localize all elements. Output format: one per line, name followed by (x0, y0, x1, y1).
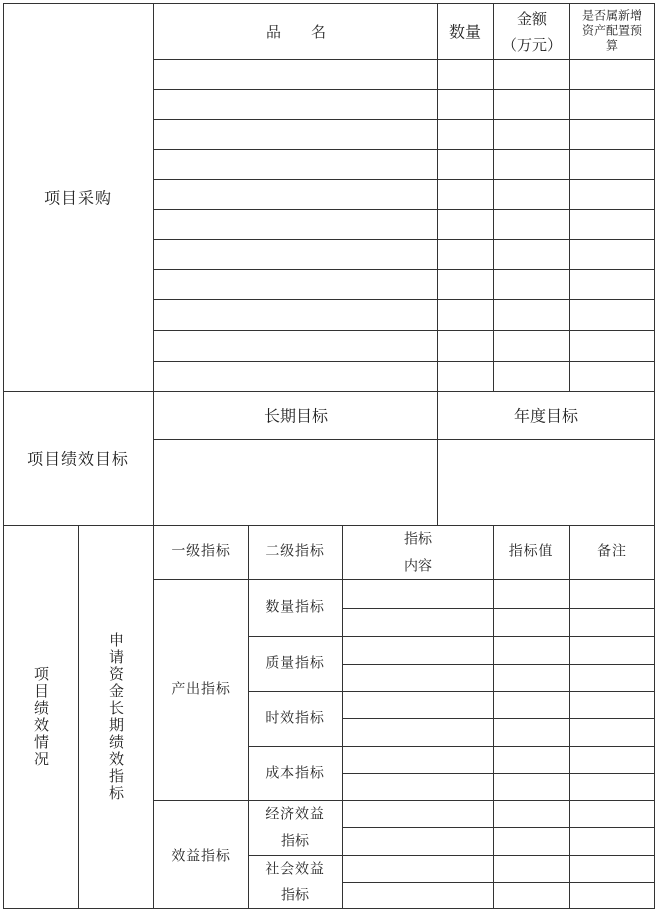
item-name-header: 品 名 (265, 23, 327, 41)
performance-section-label: 项目绩效情况 (32, 666, 50, 768)
economic-benefit-label-line1: 经济效益 (265, 806, 325, 823)
amount-unit-header: （万元） (501, 36, 563, 54)
indicator-content-header-line2: 内容 (404, 558, 432, 575)
new-asset-header: 是否属新增资产配置预算 (581, 8, 642, 53)
level1-indicator-header: 一级指标 (171, 543, 231, 560)
indicator-content-header-line1: 指标 (404, 531, 432, 548)
annual-goal-header: 年度目标 (513, 406, 579, 426)
cost-indicator-label: 成本指标 (265, 765, 325, 782)
benefit-indicator-label: 效益指标 (171, 848, 231, 865)
goals-section-label: 项目绩效目标 (27, 449, 129, 469)
social-benefit-label-line1: 社会效益 (265, 861, 325, 878)
quality-indicator-label: 质量指标 (265, 655, 325, 672)
long-term-indicator-label: 申请资金长期绩效指标 (107, 632, 125, 802)
quantity-header: 数量 (448, 22, 482, 42)
social-benefit-label-line2: 指标 (281, 887, 309, 904)
economic-benefit-label-line2: 指标 (281, 833, 309, 850)
indicator-value-header: 指标值 (508, 543, 554, 560)
level2-indicator-header: 二级指标 (265, 543, 325, 560)
output-indicator-label: 产出指标 (171, 681, 231, 698)
quantity-indicator-label: 数量指标 (265, 599, 325, 616)
long-term-goal-header: 长期目标 (263, 406, 329, 426)
amount-header: 金额 (516, 10, 548, 28)
timeliness-indicator-label: 时效指标 (265, 710, 325, 727)
procurement-section-label: 项目采购 (44, 188, 112, 208)
remark-header: 备注 (597, 543, 627, 560)
